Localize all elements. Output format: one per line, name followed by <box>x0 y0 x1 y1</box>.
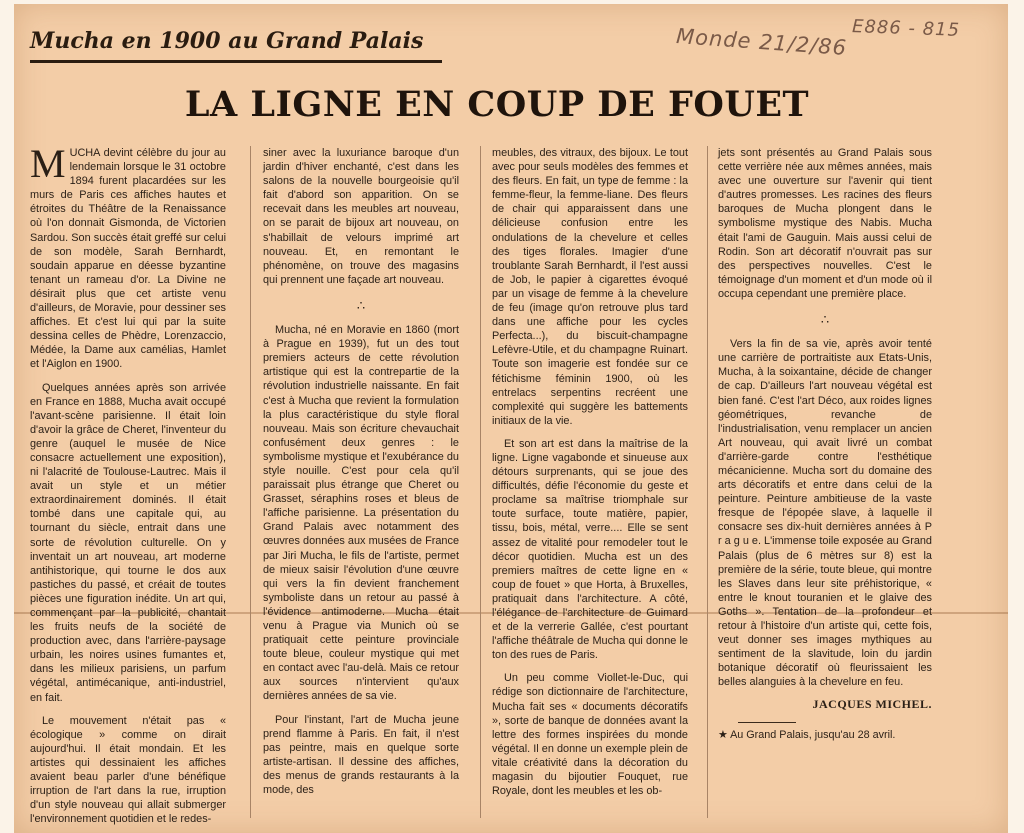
article-column-3 <box>492 146 688 798</box>
paragraph: siner avec la luxuriance baroque d'un jardin d'hiver enchanté, c'est dans les salons de la nouvelle bourgeoisie qu'il fait d'abord son apparition. On se recevait dans les meubles art nouveau, on se parait de bijoux art nouveau, on s'habillait de velours imprimé art nouveau. Et, en remontant le phénomène, on trouve des magasins qui prennent une façade art nouveau. <box>263 147 459 286</box>
author-signature: JACQUES MICHEL. <box>812 697 932 712</box>
paragraph: Mucha, né en Moravie en 1860 (mort à Prague en 1939), fut un des tout premiers acteurs de cette révolution artistique qui est la contrepartie de la révolution industrielle naissante. En fait c'est à Mucha que revient la formulation la plus caractéristique du style floral nouveau. Mais son écriture chevauchait confusément deux genres : le symbolisme mystique et l'exubérance du style nouille. C'est pour cela qu'il paraissait plus étrange que Cheret ou Grasset, séraphins roses et bleus de l'affiche parisienne. La présentation du Grand Palais avec notamment des œuvres données aux musées de France par Jiri Mucha, le fils de l'artiste, permet de mieux saisir l'évolution d'une œuvre qui vers la fin devient franchement symboliste dans un retour au passé à l'évidence antimoderne. Mucha était venu à Prague via Munich où se pratiquait cette peinture provinciale toute bleue, couleur mystique qui met en contact avec l'au-delà. Mais ce retour aux sources n'intervient qu'aux dernières années de sa vie. <box>263 324 459 703</box>
column-divider <box>250 146 251 818</box>
section-separator: ∴ <box>356 297 366 313</box>
paragraph: Le mouvement n'était pas « écologique » comme on dirait aujourd'hui. Il était mondain. Et les artistes qui dessinaient les affiches avaient beau parler d'une bénéfique irruption de l'art dans la rue, irruption d'un style nouveau qui allait submerger l'environnement quotidien et le redes- <box>30 714 226 826</box>
exhibition-note: ★ Au Grand Palais, jusqu'au 28 avril. <box>718 728 896 741</box>
column-divider <box>707 146 708 818</box>
drop-cap: M <box>30 141 66 186</box>
paragraph: Pour l'instant, l'art de Mucha jeune prend flamme à Paris. En fait, il n'est pas peintre, mais en quelque sorte artiste-artisan. Il dessine des affiches, des menus de grands restaurants à la mode, des <box>263 713 459 797</box>
article-column-4 <box>718 146 932 742</box>
paragraph: jets sont présentés au Grand Palais sous cette verrière née aux mêmes années, mais avec une ouverture sur l'avenir qui tient d'autres promesses. Les racines des fleurs baroques de Mucha plongent dans le symbolisme mystique des Nabis. Mucha était l'ami de Gauguin. Mais aussi celui de Rodin. Son art décoratif n'ouvrait pas sur des perspectives nouvelles. C'est le témoignage d'un moment et d'un mode où il occupa cependant une première place. <box>718 147 932 300</box>
paragraph-text: UCHA devint célèbre du jour au lendemain lorsque le 31 octobre 1894 furent placardées sur les murs de Paris ces affiches hautes et étroites du Théâtre de la Renaissance où l'on donnait Gismonda, de Victorien Sardou. Son succès était greffé sur celui de son modèle, Sarah Bernhardt, soudain apparue en déesse byzantine tenant un rameau d'or. La Divine ne désirait plus que cet artiste venu d'ailleurs, de Moravie, pour dessiner ses affiches. Et c'est lui qui par la suite dessina celles de Phèdre, Lorenzaccio, Médée, la Dame aux camélias, Hamlet et l'Aiglon en 1900. <box>30 147 226 371</box>
section-separator: ∴ <box>820 312 830 328</box>
note-rule <box>738 722 796 723</box>
column-divider <box>480 146 481 818</box>
handwritten-date: Monde 21/2/86 <box>675 24 848 60</box>
article-title: LA LIGNE EN COUP DE FOUET <box>184 84 810 125</box>
paragraph: Un peu comme Viollet-le-Duc, qui rédige son dictionnaire de l'architecture, Mucha fait ses « documents décoratifs », sorte de banque de données avant la lettre des formes inspirées du monde végétal. Il en donne un exemple plein de vitale créativité dans la décoration du magasin du bijoutier Fouquet, rue Royale, dont les meubles et les ob- <box>492 672 688 798</box>
article-column-1 <box>30 141 226 826</box>
paragraph: Vers la fin de sa vie, après avoir tenté une carrière de portraitiste aux Etats-Unis, Mucha, à la soixantaine, décide de changer de cap. D'ailleurs l'art nouveau végétal est bien fané. C'est l'art Déco, aux roides lignes géométriques, revanche de l'industrialisation, venu remplacer un ancien Art nouveau, qui avait livré un combat d'arrière-garde contre l'esthétique mécanicienne. Mucha sort du domaine des arts décoratifs et entre dans celui de la peinture. Peinture ambitieuse de la vaste fresque de l'épopée slave, à laquelle il consacre ses dix-huit dernières années à P r a g u e. L'immense toile exposée au Grand Palais (plus de 6 mètres sur 8) est la première de la série, toute bleue, qui montre les Slaves dans leur site préhistorique, « entre le knout touranien et le glaive des Goths ». Tentation de la profondeur et retour à l'histoire d'un artiste qui, cette fois, veut donner ses images mythiques au sentiment de la slavitude, loin du jardin botanique décoratif où fleurissaient les belles alanguies à la chevelure en feu. <box>718 338 932 689</box>
paragraph: Quelques années après son arrivée en France en 1888, Mucha avait occupé l'avant-scène parisienne. Il était loin d'avoir la grâce de Cheret, l'inventeur du genre (auquel le musée de Nice consacre actuellement une exposition), ni l'alacrité de Toulouse-Lautrec. Mais il avait un style et un métier extraordinairement dominés. Il était tombé dans une capitale qui, au tournant du siècle, entrait dans une sorte de révolution culturelle. On y inventait un art nouveau, art moderne antihistorique, qui tourne le dos aux pastiches du passé, et créait de toutes pièces une figuration inédite. Un art qui, commençant par la publicité, chantait les fruits neufs de la société de production avec, dans l'arrière-paysage urbain, les noires usines fumantes et, dans les milieux parisiens, un parfum végétal, antimécanique, anti-industriel, en fait. <box>30 381 226 704</box>
paragraph: meubles, des vitraux, des bijoux. Le tout avec pour seuls modèles des femmes et des fleurs. En fait, un type de femme : la femme-fleur, la femme-liane. Des fleurs de chair qui apparaissent dans une délicieuse confusion entre les ondulations de la chevelure et celles des tiges florales. Imagier d'une troublante Sarah Bernhardt, il l'est aussi de Job, le papier à cigarettes évoqué par un visage de femme à la chevelure de feu (image qu'on retrouve plus tard dans une affiche pour les cycles Perfecta...), du biscuit-champagne Lefèvre-Utile, et du champagne Ruinart. Toute son imagerie est fondée sur ce fétichisme féminin 1900, où les entrelacs serpentins recréent une complexité qui suggère les battements initiaux de la vie. <box>492 147 688 427</box>
article-column-2 <box>263 146 459 797</box>
handwritten-reference: E886 - 815 <box>851 16 961 41</box>
paragraph: Et son art est dans la maîtrise de la ligne. Ligne vagabonde et sinueuse aux détours surprenants, qui se joue des difficultés, défie l'économie du geste et proclame sa maîtrise triomphale sur toute surface, toute matière, papier, tissu, bois, métal, verre.... Elle se sent assez de vitalité pour remodeler tout le décor quotidien. Mucha est un des premiers maîtres de cette ligne en « coup de fouet » que Horta, à Bruxelles, pratiquait dans l'architecture. A côté, l'élégance de l'architecture de Guimard et de la verrerie Gallée, c'est pourtant l'affiche théâtrale de Mucha qui donne le ton des rues de Paris. <box>492 437 688 662</box>
kicker-heading: Mucha en 1900 au Grand Palais <box>30 28 424 54</box>
paragraph <box>30 141 226 372</box>
kicker-underline <box>30 60 442 63</box>
